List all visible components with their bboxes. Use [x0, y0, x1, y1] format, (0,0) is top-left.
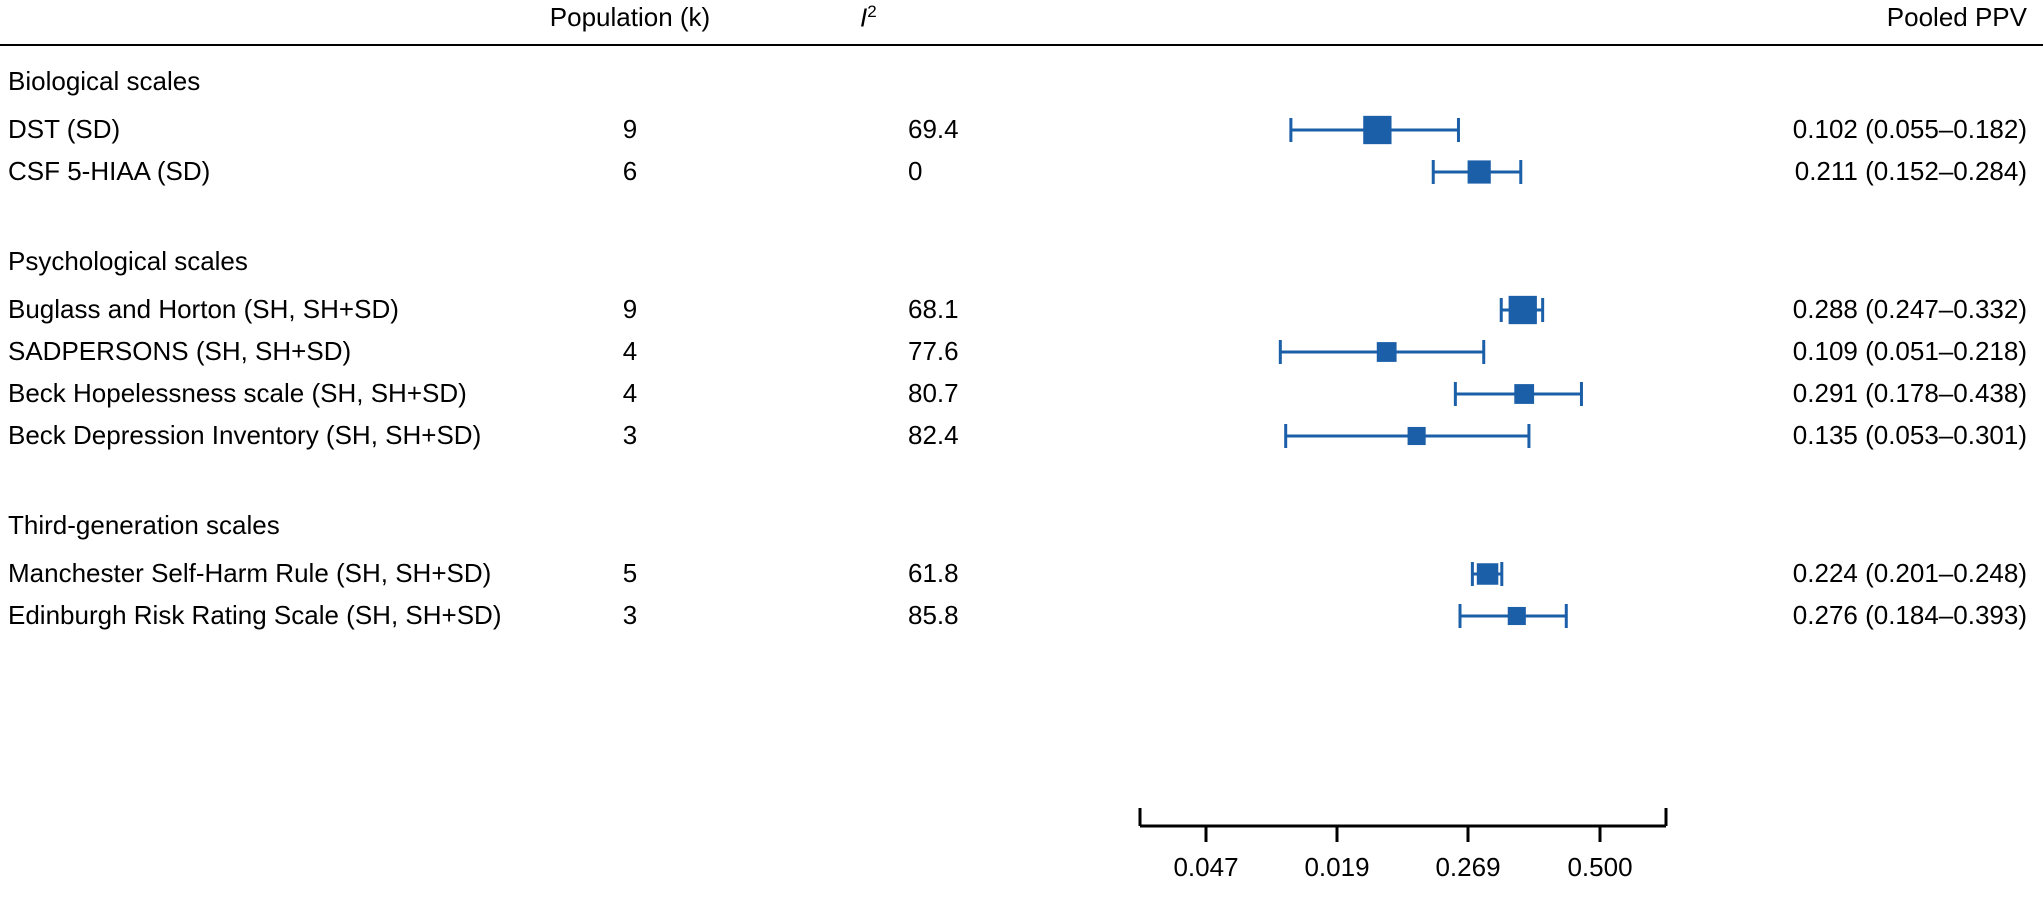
i2-label-superscript: 2: [867, 2, 877, 21]
group-label: Psychological scales: [8, 246, 248, 276]
x-axis-tick-label: 0.047: [1173, 852, 1239, 882]
group-label: Biological scales: [8, 66, 201, 96]
row-pooled-ppv-value: 0.276 (0.184–0.393): [1792, 600, 2027, 630]
row-i2-value: 85.8: [908, 600, 959, 630]
row-population-value: 9: [622, 294, 638, 324]
row-scale-label: Buglass and Horton (SH, SH+SD): [8, 294, 399, 324]
header-rule: [0, 44, 2043, 46]
row-population-value: 4: [622, 336, 638, 366]
i2-label-text: I: [860, 2, 868, 33]
row-pooled-ppv-value: 0.291 (0.178–0.438): [1792, 378, 2027, 408]
axis-tick-labels: [0, 852, 2043, 892]
row-population-value: 4: [622, 378, 638, 408]
row-population-value: 3: [622, 420, 638, 450]
row-population-value: 5: [622, 558, 638, 588]
row-scale-label: Manchester Self-Harm Rule (SH, SH+SD): [8, 558, 492, 588]
row-scale-label: Beck Depression Inventory (SH, SH+SD): [8, 420, 482, 450]
row-i2-value: 0: [908, 156, 923, 186]
table-row: [0, 378, 2043, 420]
row-scale-label: Edinburgh Risk Rating Scale (SH, SH+SD): [8, 600, 502, 630]
table-row: [0, 336, 2043, 378]
row-i2-value: 68.1: [908, 294, 959, 324]
row-i2-value: 69.4: [908, 114, 959, 144]
row-i2-value: 77.6: [908, 336, 959, 366]
group-label: Third-generation scales: [8, 510, 280, 540]
row-population-value: 9: [622, 114, 638, 144]
row-i2-value: 82.4: [908, 420, 959, 450]
x-axis-tick-label: 0.269: [1435, 852, 1501, 882]
table-row: [0, 600, 2043, 642]
column-header-i2: [860, 2, 980, 34]
row-pooled-ppv-value: 0.102 (0.055–0.182): [1792, 114, 2027, 144]
row-pooled-ppv-value: 0.211 (0.152–0.284): [1794, 156, 2027, 186]
row-i2-value: 80.7: [908, 378, 959, 408]
row-scale-label: Beck Hopelessness scale (SH, SH+SD): [8, 378, 467, 408]
table-row: [0, 420, 2043, 462]
row-pooled-ppv-value: 0.109 (0.051–0.218): [1792, 336, 2027, 366]
row-scale-label: SADPERSONS (SH, SH+SD): [8, 336, 352, 366]
row-scale-label: CSF 5-HIAA (SD): [8, 156, 211, 186]
x-axis-tick-label: 0.019: [1304, 852, 1370, 882]
column-header-population: Population (k): [549, 2, 711, 32]
x-axis-tick-label: 0.500: [1567, 852, 1633, 882]
row-population-value: 6: [622, 156, 638, 186]
row-pooled-ppv-value: 0.288 (0.247–0.332): [1792, 294, 2027, 324]
table-row: [0, 558, 2043, 600]
row-scale-label: DST (SD): [8, 114, 121, 144]
row-pooled-ppv-value: 0.224 (0.201–0.248): [1792, 558, 2027, 588]
table-row: [0, 114, 2043, 156]
row-population-value: 3: [622, 600, 638, 630]
column-header-pooled-ppv: Pooled PPV: [1886, 2, 2027, 32]
row-i2-value: 61.8: [908, 558, 959, 588]
table-row: [0, 156, 2043, 198]
table-row: [0, 294, 2043, 336]
row-pooled-ppv-value: 0.135 (0.053–0.301): [1792, 420, 2027, 450]
table-header: [0, 0, 2043, 44]
